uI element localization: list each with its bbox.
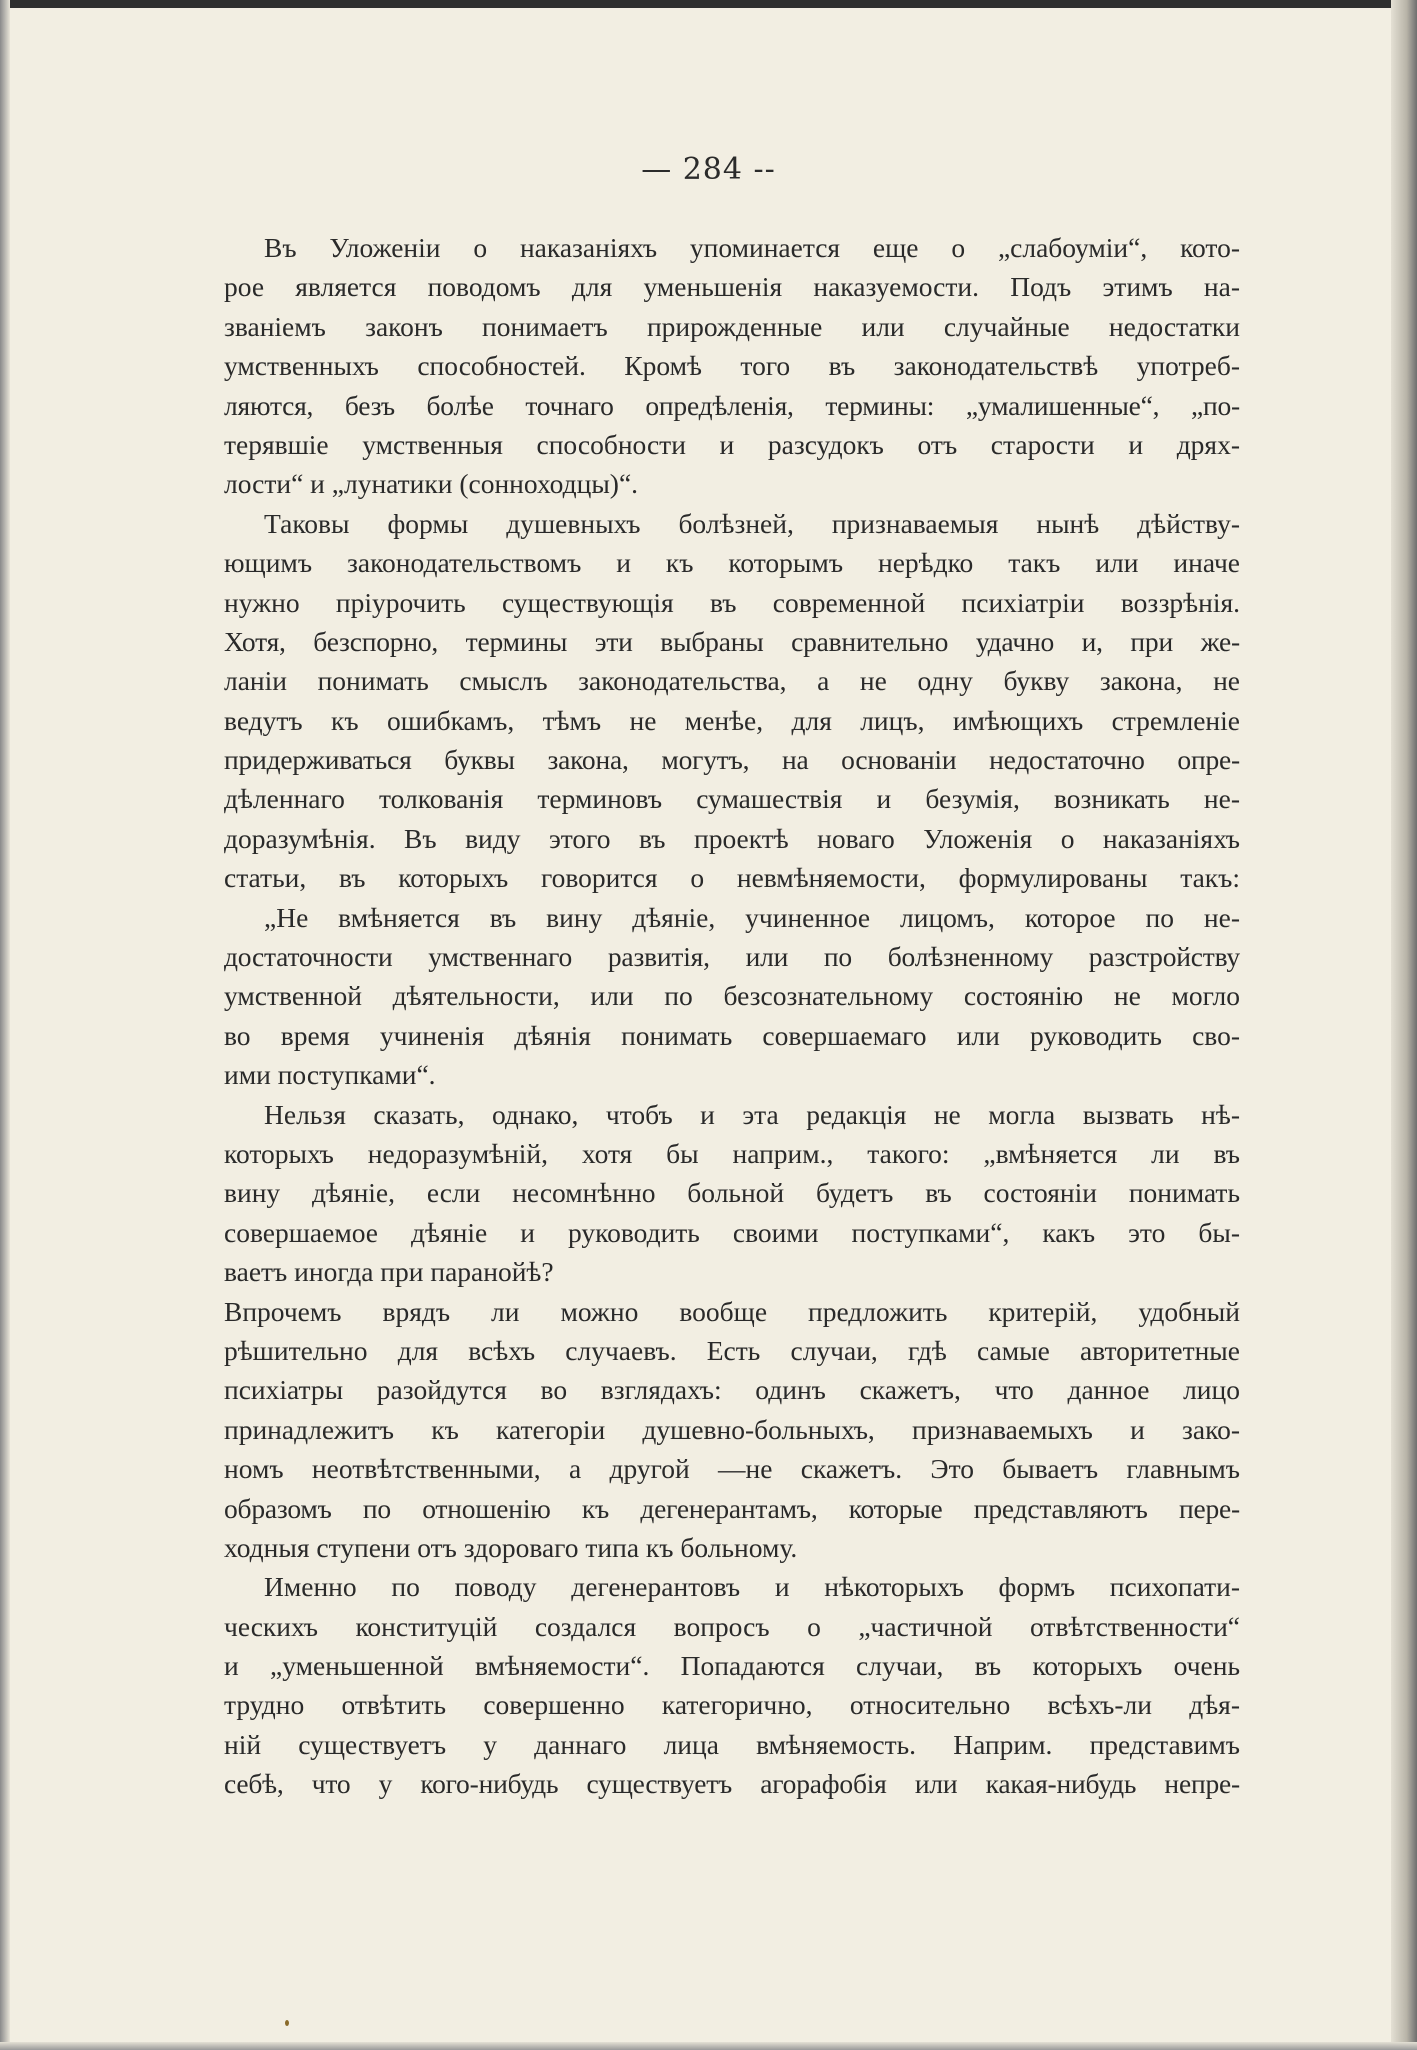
text-line: званiемъ законъ понимаетъ прирожденные или случайные недостатки <box>224 310 1240 342</box>
text-line: номъ неотвѣтственными, а другой —не скажетъ. Это бываетъ главнымъ <box>224 1453 1240 1485</box>
text-line: придерживаться буквы закона, могутъ, на основанiи недостаточно опре- <box>224 744 1240 776</box>
body-text <box>224 228 1240 1804</box>
scan-edge-right <box>1391 0 1417 2050</box>
scan-edge-bottom <box>0 2042 1417 2050</box>
text-line: ляются, безъ болѣе точнаго опредѣленiя, термины: „умалишенные“, „по- <box>224 389 1240 421</box>
text-line: умственной дѣятельности, или по безсознательному состоянiю не могло <box>224 980 1240 1012</box>
text-line: „Не вмѣняется въ вину дѣянiе, учиненное лицомъ, которое по не- <box>264 901 1240 933</box>
text-line: ходныя ступени отъ здороваго типа къ больному. <box>224 1531 798 1563</box>
text-line: статьи, въ которыхъ говорится о невмѣняемости, формулированы такъ: <box>224 862 1240 894</box>
text-line: трудно отвѣтить совершенно категорично, относительно всѣхъ-ли дѣя- <box>224 1689 1240 1721</box>
text-line: совершаемое дѣянiе и руководить своими поступками“, какъ это бы- <box>224 1216 1240 1248</box>
text-line: доразумѣнiя. Въ виду этого въ проектѣ новаго Уложенiя о наказанiяхъ <box>224 822 1240 854</box>
text-line: Хотя, безспорно, термины эти выбраны сравнительно удачно и, при же- <box>224 625 1240 657</box>
text-line: ваетъ иногда при паранойѣ? <box>224 1256 554 1288</box>
ink-spot <box>285 2020 289 2026</box>
scan-edge-left <box>0 0 10 2050</box>
text-line: образомъ по отношенiю къ дегенерантамъ, которые представляютъ пере- <box>224 1492 1240 1524</box>
text-line: достаточности умственнаго развитiя, или по болѣзненному разстройству <box>224 941 1240 973</box>
text-line: дѣленнаго толкованiя терминовъ сумашествiя и безумiя, возникать не- <box>224 783 1240 815</box>
text-line: ческихъ конституцiй создался вопросъ о „частичной отвѣтственности“ <box>224 1610 1240 1642</box>
text-line: умственныхъ способностей. Кромѣ того въ законодательствѣ употреб- <box>224 350 1240 382</box>
text-line: и „уменьшенной вмѣняемости“. Попадаются случаи, въ которыхъ очень <box>224 1650 1240 1682</box>
text-line: себѣ, что у кого-нибудь существуетъ агорафобiя или какая-нибудь непре- <box>224 1768 1240 1800</box>
text-line: которыхъ недоразумѣнiй, хотя бы наприм., такого: „вмѣняется ли въ <box>224 1137 1240 1169</box>
text-line: рѣшительно для всѣхъ случаевъ. Есть случаи, гдѣ самые авторитетные <box>224 1334 1240 1366</box>
text-line: рое является поводомъ для уменьшенiя наказуемости. Подъ этимъ на- <box>224 271 1240 303</box>
text-line: ющимъ законодательствомъ и къ которымъ нерѣдко такъ или иначе <box>224 547 1240 579</box>
text-line: принадлежитъ къ категорiи душевно-больныхъ, признаваемыхъ и зако- <box>224 1413 1240 1445</box>
text-line: нiй существуетъ у даннаго лица вмѣняемость. Наприм. представимъ <box>224 1728 1240 1760</box>
scan-edge-top <box>0 0 1417 8</box>
text-line: вину дѣянiе, если несомнѣнно больной будетъ въ состоянiи понимать <box>224 1177 1240 1209</box>
text-line: нужно прiурочить существующiя въ современной психiатрiи воззрѣнiя. <box>224 586 1240 618</box>
text-line: Именно по поводу дегенерантовъ и нѣкоторыхъ формъ психопати- <box>264 1571 1240 1603</box>
text-line: лости“ и „лунатики (сонноходцы)“. <box>224 468 639 500</box>
text-line: Въ Уложенiи о наказанiяхъ упоминается еще о „слабоумiи“, кото- <box>264 232 1240 263</box>
text-line: Нельзя сказать, однако, чтобъ и эта редакцiя не могла вызвать нѣ- <box>264 1098 1240 1130</box>
text-line: психiатры разойдутся во взглядахъ: одинъ скажетъ, что данное лицо <box>224 1374 1240 1406</box>
page-number: — 284 -- <box>641 152 776 187</box>
text-line: Впрочемъ врядъ ли можно вообще предложить критерiй, удобный <box>224 1295 1240 1327</box>
text-line: ведутъ къ ошибкамъ, тѣмъ не менѣе, для лицъ, имѣющихъ стремленiе <box>224 704 1240 736</box>
text-line: терявшiе умственныя способности и разсудокъ отъ старости и дрях- <box>224 428 1240 460</box>
text-line: во время учиненiя дѣянiя понимать совершаемаго или руководить сво- <box>224 1019 1240 1051</box>
text-line: ланiи понимать смыслъ законодательства, а не одну букву закона, не <box>224 665 1240 697</box>
text-line: ими поступками“. <box>224 1059 436 1091</box>
text-line: Таковы формы душевныхъ болѣзней, признаваемыя нынѣ дѣйству- <box>264 507 1240 539</box>
